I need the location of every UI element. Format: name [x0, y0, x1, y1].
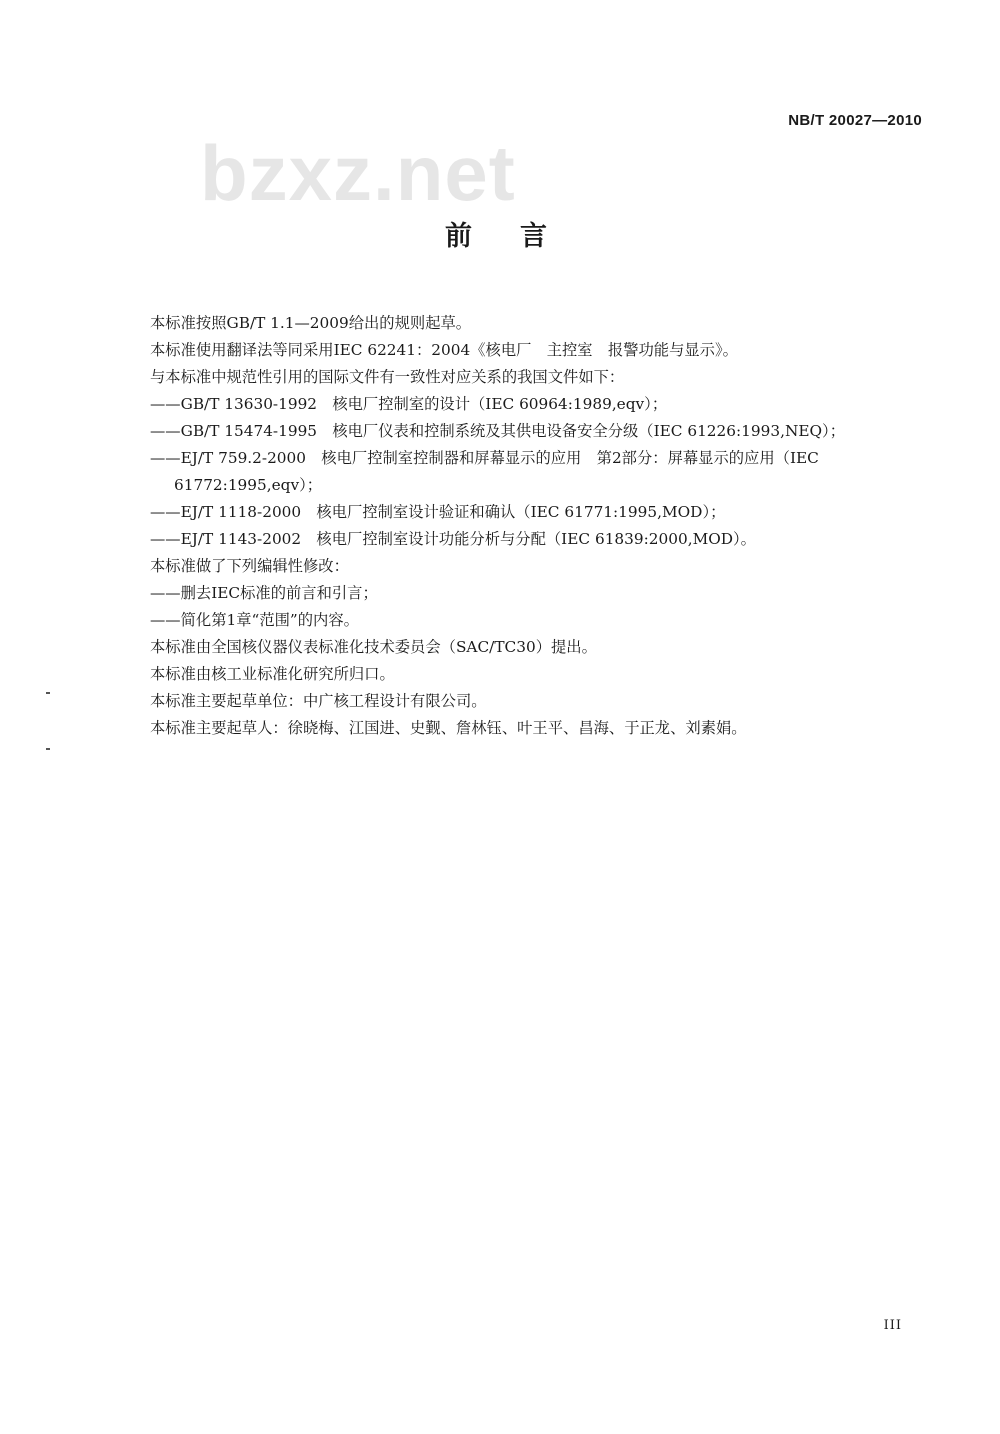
text-line: 本标准由全国核仪器仪表标准化技术委员会（SAC/TC30）提出。	[150, 638, 597, 656]
page-title: 前言	[445, 221, 595, 252]
reference-item: ——EJ/T 1143-2002 核电厂控制室设计功能分析与分配（IEC 61839:2000,MOD）。	[150, 530, 756, 548]
text-line: 本标准主要起草人：徐晓梅、江国进、史觐、詹林钰、叶王平、昌海、于正龙、刘素娟。	[150, 719, 747, 737]
reference-item: ——EJ/T 759.2-2000 核电厂控制室控制器和屏幕显示的应用 第2部分：屏幕显示的应用（IEC	[150, 449, 819, 467]
scan-speck	[46, 748, 50, 750]
text-line: 本标准由核工业标准化研究所归口。	[150, 665, 395, 683]
scan-speck	[46, 692, 50, 694]
reference-item-continued: 61772:1995,eqv）；	[174, 476, 323, 494]
text-line: 与本标准中规范性引用的国际文件有一致性对应关系的我国文件如下：	[150, 368, 625, 386]
modification-item: ——删去IEC标准的前言和引言；	[150, 584, 378, 602]
preface-body	[150, 310, 930, 742]
text-line: 本标准主要起草单位：中广核工程设计有限公司。	[150, 692, 487, 710]
standard-number: NB/T 20027—2010	[788, 112, 922, 129]
text-line: 本标准按照GB/T 1.1—2009给出的规则起草。	[150, 314, 472, 332]
watermark: bzxz.net	[200, 129, 516, 217]
text-line: 本标准使用翻译法等同采用IEC 62241：2004《核电厂 主控室 报警功能与显示》。	[150, 341, 738, 359]
text-line: 本标准做了下列编辑性修改：	[150, 557, 349, 575]
reference-item: ——EJ/T 1118-2000 核电厂控制室设计验证和确认（IEC 61771:1995,MOD）；	[150, 503, 726, 521]
page-number: III	[883, 1318, 902, 1333]
reference-item: ——GB/T 15474-1995 核电厂仪表和控制系统及其供电设备安全分级（IEC 61226:1993,NEQ）；	[150, 422, 845, 440]
reference-item: ——GB/T 13630-1992 核电厂控制室的设计（IEC 60964:1989,eqv）；	[150, 395, 668, 413]
modification-item: ——简化第1章“范围”的内容。	[150, 611, 359, 629]
